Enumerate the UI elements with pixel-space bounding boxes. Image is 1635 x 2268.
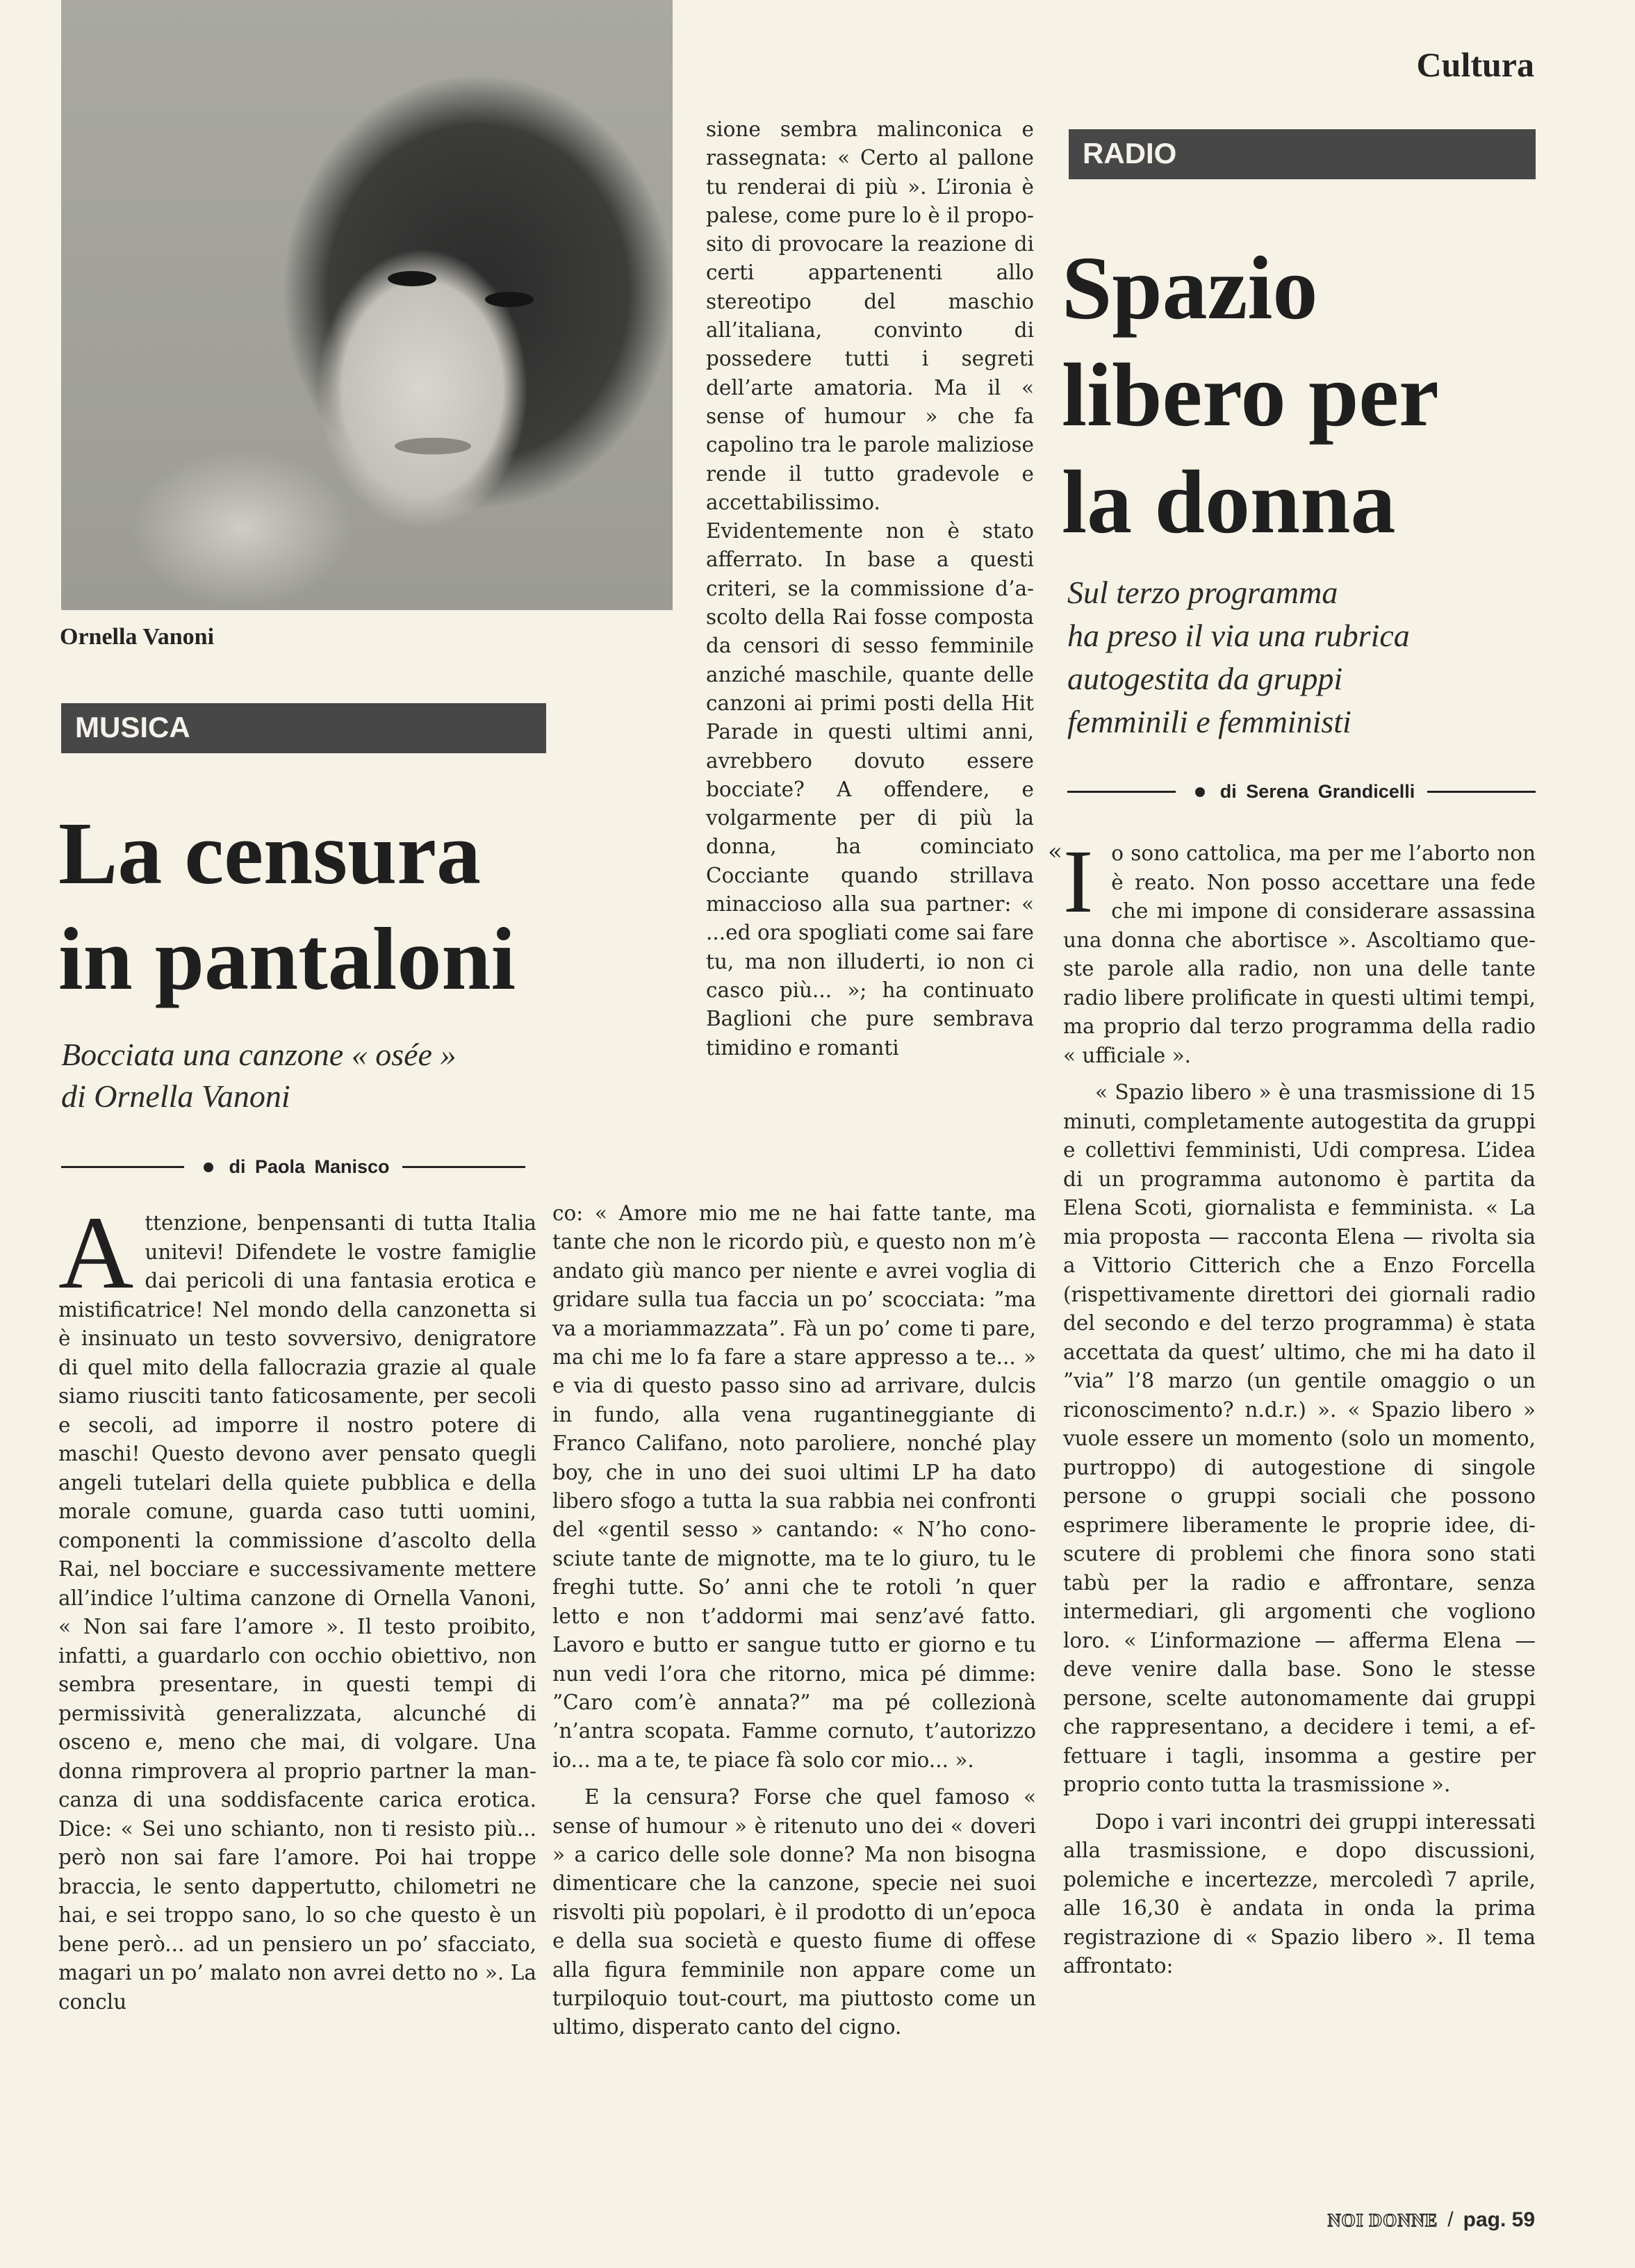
deck-music [61,1034,456,1117]
deck-line: di Ornella Vanoni [61,1078,290,1114]
byline-rule [1427,791,1536,793]
photo-eye-right [485,292,534,307]
drop-cap: I [1063,832,1094,932]
deck-line: ha preso il via una rubrica [1067,618,1410,653]
headline-line: in pantaloni [58,910,516,1008]
body-text: ttenzione, benpensanti di tutta Italia unitevi! Difendete le vostre famiglie dai pericoli di una fantasia erotica e mistificatrice! Nel mondo della canzonetta si è insinuato un testo sovversivo, denigratore di quel mito della fallocrazia grazie al quale siamo riusciti tanto faticosamente, per secoli e secoli, ad imporre il nostro potere di maschi! Questo devono aver pensato quegli angeli tutelari della quiete pubblica e della morale comune, guarda caso tutti uomini, componenti la commissione d’ascolto della Rai, nel bocciare e successivamente mettere all’indice l’ultima canzone di Ornella Vanoni, « Non sai fare l’amore ». Il testo proibito, infatti, a guardarlo con occhio obiettivo, non sembra presentare, in questi tempi di permissività generalizzata, alcunché di osceno e, meno che mai, di volgare. Una donna rimprovera al proprio partner la mancanza di una soddisfacente carica erotica. Dice: « Sei uno schianto, non ti resisto più... però non sai fare l’amore. Poi hai troppe braccia, le sento dappertutto, chilometri ne hai, e sei troppo sano, lo so che questo è un bene però... ad un pensiero un po’ sfacciato, magari un po’ malato non avrei detto no ». La conclu [58,1211,536,2014]
section-label: Cultura [1416,45,1534,84]
body-text: sione sembra malinconica e rassegnata: « Certo al pallone tu renderai di più ». L’ironia è palese, come pure lo è il proposito di provocare la reazione di certi appartenenti allo stereotipo del maschio all’italiana, convinto di possedere tutti i segreti dell’arte amatoria. Ma il « sense of humour » che fa capolino tra le parole maliziose rende il tutto gradevole e accettabilissimo. Evidentemente non è stato afferrato. In base a questi criteri, se la commissione d’ascolto della Rai fosse composta da censori di sesso femminile anziché maschile, quante delle canzoni ai primi posti della Hit Parade in questi ultimi anni, avrebbero dovuto essere bocciate? A offendere, e volgarmente per di più la donna, ha cominciato Cocciante quando strillava minaccioso alla sua partner: « ...ed ora spogliati come sai fare tu, ma non illuderti, io non ci casco più... »; ha continuato Baglioni che pure sembrava timidino e romanti [706,117,1034,1060]
deck-line: autogestita da gruppi [1067,661,1343,696]
headline-radio [1062,235,1439,556]
byline-rule [1067,791,1176,793]
photo-eye-left [388,271,436,286]
byline-text: di Paola Manisco [229,1156,390,1177]
headline-music [58,800,516,1012]
page-number: pag. 59 [1463,2208,1535,2231]
body-text: o sono cattolica, ma per me l’aborto non è reato. Non posso accettare una fede che mi impone di considerare assassina una donna che abortisce ». Ascoltiamo queste parole alla radio, non una delle tante radio libere prolificate in questi ultimi tempi, ma proprio dal terzo programma della radio « ufficiale ». [1063,841,1536,1067]
headline-line: Spazio [1062,238,1318,338]
byline-radio [1067,781,1536,803]
byline-rule [402,1166,525,1168]
footer-separator: / [1447,2208,1454,2231]
category-bar-radio [1069,129,1536,179]
deck-line: Sul terzo programma [1067,575,1338,610]
deck-line: femminili e femministi [1067,704,1351,739]
magazine-logo: NOI DONNE [1327,2210,1438,2230]
body-text: E la censura? Forse che quel famoso « sense of humour » è ritenuto uno dei « doveri » a carico delle sole donne? Ma non bisogna dimenticare che la canzone, specie nei suoi risvolti più popolari, è il prodotto di un’epoca e della sua società e questo fiume di offese alla figura femminile non appare come un turpiloquio tout-court, ma piuttosto come un ultimo, disperato canto del cigno. [552,1785,1036,2039]
page-footer [1328,2208,1535,2232]
category-bar-musica [61,703,546,753]
body-text: « Spazio libero » è una trasmissione di 15 minuti, completamente autogestita da gruppi e collettivi femministi, Udi compresa. L’idea di un programma autonomo è partita da Elena Scoti, giornalista e femminista. « La mia proposta — racconta Elena — rivolta sia a Vittorio Citterich che a Enzo Forcella (rispettivamente direttori dei giornali radio del secondo e del terzo programma) è stata accettata da quest’ ultimo, che mi ha dato il ”via” l’8 marzo (un gentile omaggio o un riconoscimento? n.d.r.) ». « Spazio libero » vuole essere un momento (solo un momento, purtroppo) di autogestione di singole persone o gruppi sociali che possono esprimere liberamente le proprie idee, discutere di problemi che finora sono stati tabù per la radio e affrontare, senza intermediari, gli argomenti che vogliono loro. « L’informazione — afferma Elena — deve venire dalla base. Sono le stesse persone, scelte autonomamente dai gruppi che rappresentano, a decidere i temi, a effettuare i tagli, insomma a gestire per proprio conto tutta la trasmissione ». [1063,1080,1536,1796]
drop-cap: A [58,1195,134,1310]
byline-text: di Serena Grandicelli [1219,781,1415,802]
deck-line: Bocciata una canzone « osée » [61,1037,457,1072]
photo-caption: Ornella Vanoni [60,624,215,650]
byline-music [61,1156,525,1178]
photo-mouth [395,438,471,454]
body-column-1 [58,1195,536,2016]
body-column-2-top [706,115,1034,1062]
body-column-2-bottom [552,1199,1036,2042]
body-text: Dopo i vari incontri dei gruppi interessati alla trasmissione, e dopo discussioni, polemiche e incertezze, mercoledì 7 aprile, alle 16,30 è andata in onda la prima registrazione di « Spazio libero ». Il tema affrontato: [1063,1809,1536,1978]
body-text: co: « Amore mio me ne hai fatte tante, ma tante che non le ricordo più, e questo non m’è andato giù manco per niente e avrei voglia di gridare sulla tua faccia un po’ scocciata: ”ma va a moriammazzata”. Fà un po’ come ti pare, ma chi me lo fa fare a stare appresso a te... » e via di questo passo sino ad arrivare, dulcis in fundo, alla vena rugantineggiante di Franco Califano, noto paroliere, nonché play boy, che in uno dei suoi ultimi LP ha dato libero sfogo a tutta la sua rabbia nei confronti del «gentil sesso » cantando: « N’ho conosciute tante de mignotte, ma te lo giuro, tu le freghi tutte. So’ anni che te rotoli ’n quer letto e non t’addormi mai senz’avé fatto. Lavoro e butto er sangue tutto er giorno e tu nun vedi l’ora che ritorno, mica pé dimme: ”Caro com’è annata?” ma pé collezionà ’n’antra scopata. Famme cornuto, t’autorizzo io... ma a te, te piace fà solo cor mio... ». [552,1201,1036,1772]
headline-line: libero per [1062,345,1439,445]
portrait-photo [61,0,673,610]
headline-line: La censura [58,804,481,903]
deck-radio [1067,571,1410,743]
body-column-3 [1063,832,1536,1981]
open-quote-mark: « [1048,838,1062,866]
byline-rule [61,1166,184,1168]
bullet-icon [204,1162,213,1172]
headline-line: la donna [1062,452,1396,552]
category-label: MUSICA [75,711,190,743]
category-label: RADIO [1083,137,1177,170]
bullet-icon [1195,787,1205,797]
